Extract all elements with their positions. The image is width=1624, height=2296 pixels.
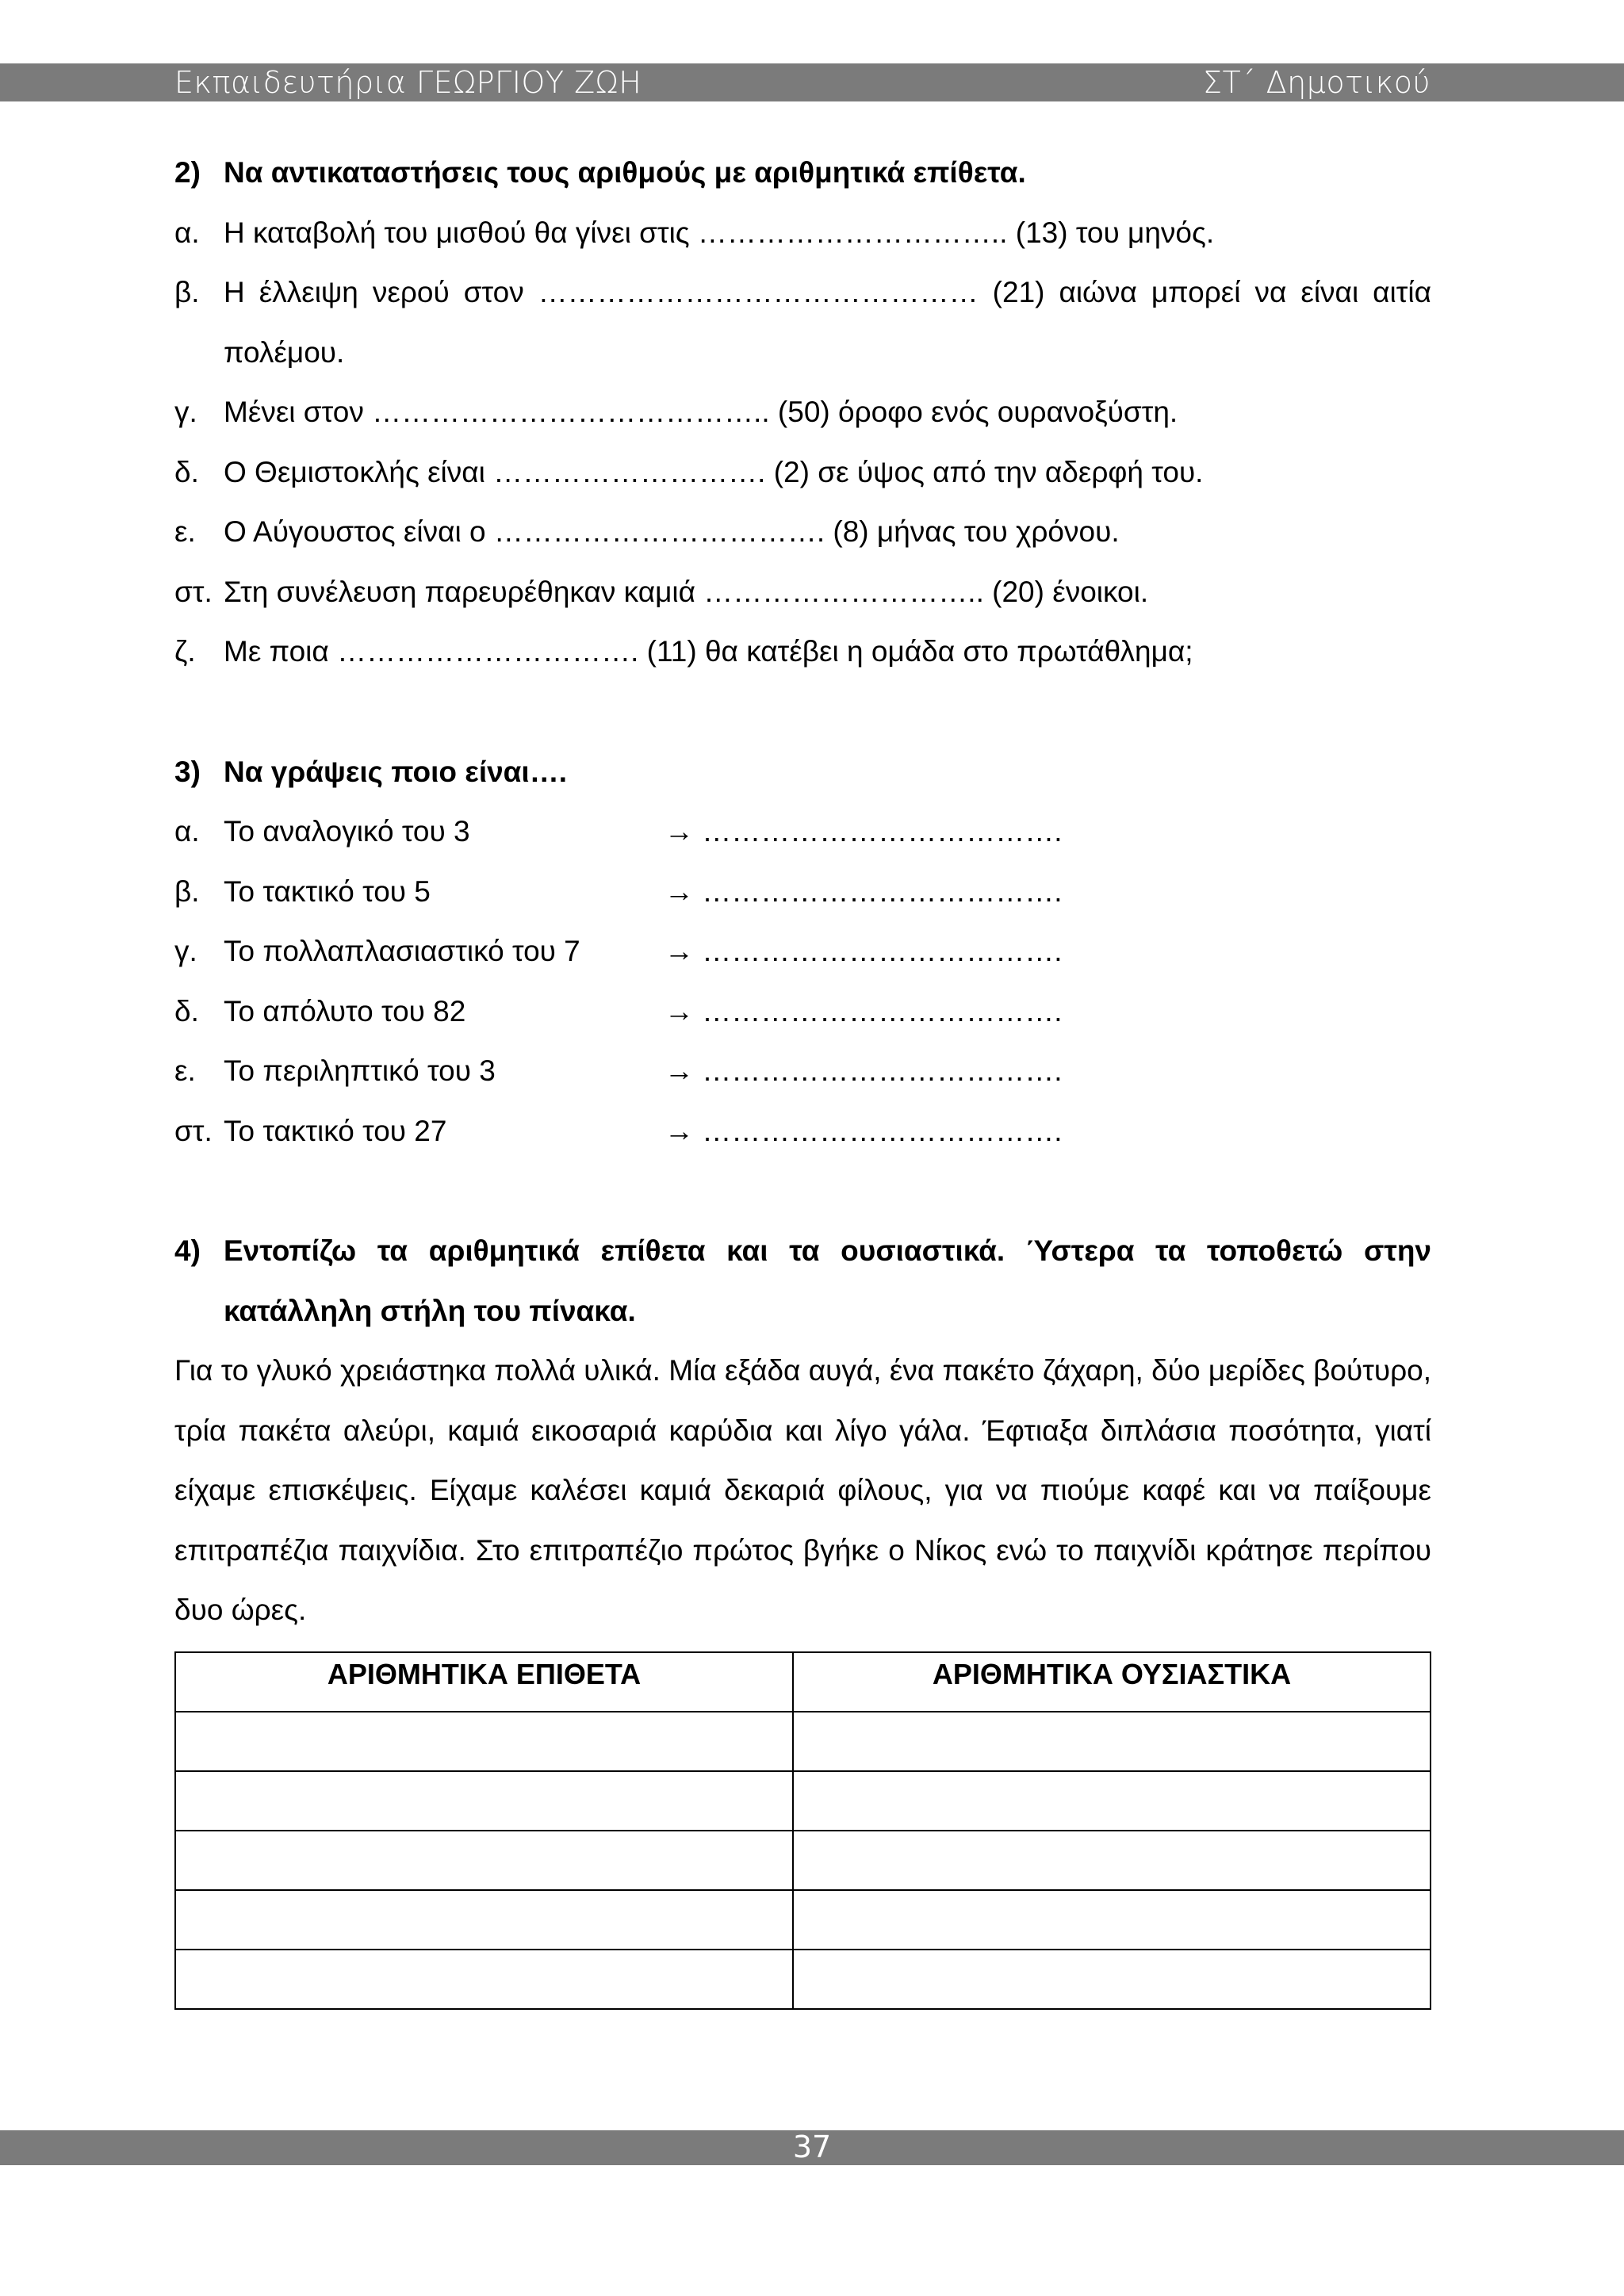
answer-cell[interactable] bbox=[793, 1771, 1431, 1831]
spacer bbox=[174, 1161, 1431, 1221]
item-label: α. bbox=[174, 216, 200, 249]
item-label: στ. bbox=[174, 1114, 213, 1147]
exercise-3-item bbox=[174, 1101, 1431, 1161]
item-label: ε. bbox=[174, 1054, 196, 1087]
footer-bar bbox=[0, 2130, 1624, 2165]
item-text: Με ποια …………………………. (11) θα κατέβει η ομάδα στο πρωτάθλημα; bbox=[224, 635, 1193, 668]
item-text: Η έλλειψη νερού στον ……………………………………… (21) αιώνα μπορεί να είναι αιτία bbox=[224, 276, 1431, 308]
exercise-4-heading-cont bbox=[174, 1281, 1431, 1341]
exercise-4-heading bbox=[174, 1221, 1431, 1281]
item-text: Ο Αύγουστος είναι ο ……………………………. (8) μήνας του χρόνου. bbox=[224, 515, 1120, 548]
answer-cell[interactable] bbox=[175, 1890, 793, 1950]
exercise-2-item-continuation bbox=[174, 323, 1431, 383]
school-name: Εκπαιδευτήρια ΓΕΩΡΓΙΟΥ ΖΩΗ bbox=[174, 65, 642, 100]
item-text: Το αναλογικό του 3 bbox=[224, 815, 470, 848]
answer-arrow-blank: → ………………………………. bbox=[665, 935, 1063, 967]
item-text: Στη συνέλευση παρευρέθηκαν καμιά ……………………….. (20) ένοικοι. bbox=[224, 575, 1149, 608]
exercise-2-item bbox=[174, 502, 1431, 562]
exercise-4-number: 4) bbox=[174, 1234, 201, 1267]
item-text: Το πολλαπλασιαστικό του 7 bbox=[224, 935, 580, 967]
exercise-2-heading bbox=[174, 143, 1431, 203]
exercise-4-title-line2: κατάλληλη στήλη του πίνακα. bbox=[224, 1294, 636, 1327]
exercise-2-item bbox=[174, 442, 1431, 503]
item-label: γ. bbox=[174, 935, 197, 967]
exercise-3-item bbox=[174, 862, 1431, 922]
header-bar bbox=[0, 63, 1624, 101]
item-label: δ. bbox=[174, 455, 199, 488]
answer-cell[interactable] bbox=[793, 1890, 1431, 1950]
answer-cell[interactable] bbox=[793, 1712, 1431, 1771]
item-label: δ. bbox=[174, 994, 199, 1027]
answer-table bbox=[174, 1651, 1431, 2010]
column-header-adjectives: ΑΡΙΘΜΗΤΙΚΑ ΕΠΙΘΕΤΑ bbox=[175, 1652, 793, 1712]
item-label: α. bbox=[174, 815, 200, 848]
exercise-3-heading bbox=[174, 742, 1431, 802]
page-number: 37 bbox=[792, 2130, 832, 2164]
table-row bbox=[175, 1831, 1431, 1890]
answer-arrow-blank: → ………………………………. bbox=[665, 1114, 1063, 1147]
item-label: στ. bbox=[174, 575, 213, 608]
exercise-3-item bbox=[174, 921, 1431, 982]
exercise-2-item bbox=[174, 203, 1431, 263]
exercise-3-item bbox=[174, 982, 1431, 1042]
exercise-3-item bbox=[174, 1041, 1431, 1101]
column-header-nouns: ΑΡΙΘΜΗΤΙΚΑ ΟΥΣΙΑΣΤΙΚΑ bbox=[793, 1652, 1431, 1712]
exercise-2-item bbox=[174, 622, 1431, 682]
grade-label: ΣΤ΄ Δημοτικού bbox=[1202, 65, 1431, 100]
exercise-3-item bbox=[174, 802, 1431, 862]
table-row bbox=[175, 1712, 1431, 1771]
answer-cell[interactable] bbox=[175, 1712, 793, 1771]
item-text: Το περιληπτικό του 3 bbox=[224, 1054, 496, 1087]
answer-cell[interactable] bbox=[793, 1950, 1431, 2009]
item-text: Το τακτικό του 27 bbox=[224, 1114, 447, 1147]
spacer bbox=[174, 682, 1431, 742]
exercise-3-title: Να γράψεις ποιο είναι…. bbox=[224, 755, 567, 788]
exercise-4-title-line1: Εντοπίζω τα αριθμητικά επίθετα και τα ουσιαστικά. Ύστερα τα τοποθετώ στην bbox=[224, 1234, 1431, 1267]
answer-cell[interactable] bbox=[175, 1771, 793, 1831]
answer-arrow-blank: → ………………………………. bbox=[665, 874, 1063, 908]
table-header-row bbox=[175, 1652, 1431, 1712]
item-text: Το τακτικό του 5 bbox=[224, 874, 431, 908]
item-text-cont: πολέμου. bbox=[224, 335, 345, 369]
item-label: ζ. bbox=[174, 635, 196, 668]
answer-arrow-blank: → ………………………………. bbox=[665, 994, 1063, 1027]
item-text: Μένει στον ………………………………….. (50) όροφο ενός ουρανοξύστη. bbox=[224, 396, 1178, 428]
exercise-2-title: Να αντικαταστήσεις τους αριθμούς με αριθμητικά επίθετα. bbox=[224, 156, 1026, 189]
exercise-2-item bbox=[174, 562, 1431, 622]
item-label: β. bbox=[174, 874, 200, 908]
table-row bbox=[175, 1890, 1431, 1950]
answer-cell[interactable] bbox=[793, 1831, 1431, 1890]
item-text: Η καταβολή του μισθού θα γίνει στις ………………………….. (13) του μηνός. bbox=[224, 216, 1215, 249]
exercise-4-paragraph: Για το γλυκό χρειάστηκα πολλά υλικά. Μία εξάδα αυγά, ένα πακέτο ζάχαρη, δύο μερίδες βούτυρο, τρία πακέτα αλεύρι, καμιά εικοσαριά καρύδια και λίγο γάλα. Έφτιαξα διπλάσια ποσότητα, γιατί είχαμε επισκέψεις. Είχαμε καλέσει καμιά δεκαριά φίλους, για να πιούμε καφέ και να παίξουμε επιτραπέζια παιχνίδια. Στο επιτραπέζιο πρώτος βγήκε ο Νίκος ενώ το παιχνίδι κράτησε περίπου δυο ώρες. bbox=[174, 1354, 1431, 1626]
answer-arrow-blank: → ………………………………. bbox=[665, 815, 1063, 848]
item-label: β. bbox=[174, 276, 200, 308]
exercise-2-item bbox=[174, 382, 1431, 442]
exercise-3-number: 3) bbox=[174, 755, 201, 788]
answer-cell[interactable] bbox=[175, 1950, 793, 2009]
table-row bbox=[175, 1950, 1431, 2009]
answer-arrow-blank: → ………………………………. bbox=[665, 1054, 1063, 1087]
exercise-2-item bbox=[174, 262, 1431, 323]
item-label: γ. bbox=[174, 396, 197, 428]
item-text: Ο Θεμιστοκλής είναι ………………………. (2) σε ύψος από την αδερφή του. bbox=[224, 455, 1204, 488]
table-row bbox=[175, 1771, 1431, 1831]
item-label: ε. bbox=[174, 515, 196, 548]
exercise-2-number: 2) bbox=[174, 156, 201, 189]
item-text: Το απόλυτο του 82 bbox=[224, 994, 466, 1027]
answer-cell[interactable] bbox=[175, 1831, 793, 1890]
worksheet-content bbox=[174, 143, 1431, 2010]
